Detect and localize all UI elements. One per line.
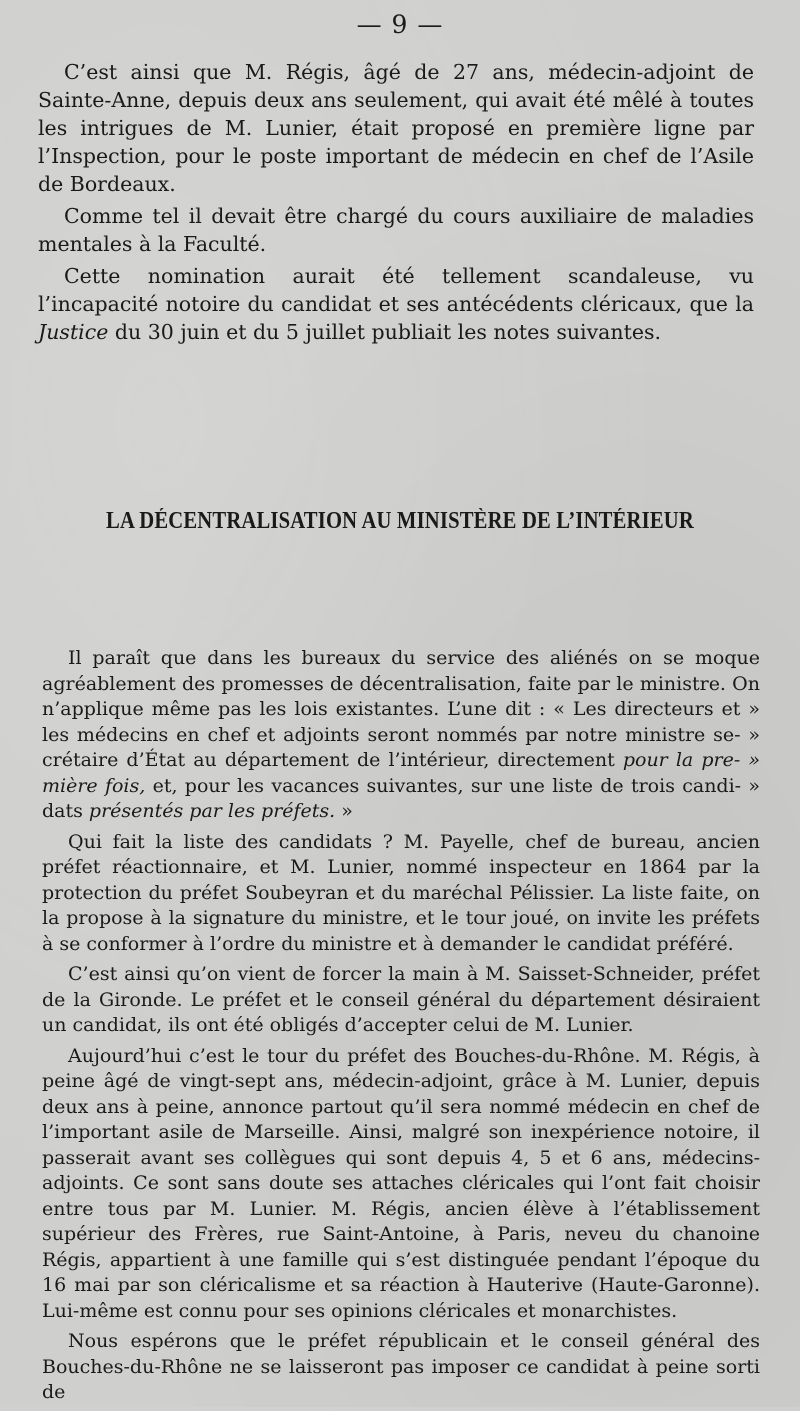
p1-italic-premiere-fois: pour la pre- » mière fois, [42, 749, 760, 797]
p1-italic-prefets: présentés par les préfets. [88, 800, 336, 822]
paragraph-nomination [38, 262, 754, 346]
upper-text-block [38, 58, 754, 350]
p1-part-b: et, pour les vacances suivantes, sur une liste de trois candi- » dats [42, 774, 760, 822]
paragraph-liste-candidats: Qui fait la liste des candidats ? M. Payelle, chef de bureau, ancien préfet réactionnaire, et M. Lunier, nommé inspecteur en 1864 par la protection du préfet Soubeyran et du maréchal Pélissier. La liste faite, on la propose à la signature du ministre, et le tour joué, on invite les préfets à se conformer à l’ordre du ministre et à demander le candidat préféré. [42, 830, 760, 955]
paragraph-esperons: Nous espérons que le préfet républicain et le conseil général des Bouches-du-Rhône ne se laisseront pas imposer ce candidat à peine sorti de [42, 1330, 760, 1403]
paragraph-bouches-du-rhone: Aujourd’hui c’est le tour du préfet des Bouches-du-Rhône. M. Régis, à peine âgé de vingt-sept ans, médecin-adjoint, grâce à M. Lunier, depuis deux ans à peine, annonce partout qu’il sera nommé médecin en chef de l’important asile de Marseille. Ainsi, malgré son inexpérience notoire, il passerait avant ses collègues qui sont depuis 4, 5 et 6 ans, médecins-adjoints. Ce sont sans doute ses attaches cléricales qui l’ont fait choisir entre tous par M. Lunier. M. Régis, ancien élève à l’établissement supérieur des Frères, rue Saint-Antoine, à Paris, neveu du chanoine Régis, appartient à une famille qui s’est distinguée pendant l’époque du 16 mai par son cléricalisme et sa réaction à Hauterive (Haute-Garonne). Lui-même est connu pour ses opinions cléricales et monarchistes. [42, 1044, 760, 1322]
p1-part-c: » [335, 800, 353, 822]
paragraph-nomination-text: Cette nomination aurait été tellement scandaleuse, vu l’incapacité notoire du candidat et ses antécédents cléricaux, que la [38, 264, 754, 316]
paragraph-regis-bordeaux: C’est ainsi que M. Régis, âgé de 27 ans, médecin-adjoint de Sainte-Anne, depuis deux ans seulement, qui avait été mêlé à toutes les intrigues de M. Lunier, était proposé en première ligne par l’Inspection, pour le poste important de médecin en chef de l’Asile de Bordeaux. [38, 60, 754, 196]
newspaper-title-justice: Justice [38, 320, 109, 344]
page-number: — 9 — [356, 10, 444, 39]
section-heading: LA DÉCENTRALISATION AU MINISTÈRE DE L’INTÉRIEUR [106, 508, 694, 534]
paragraph-nomination-tail: du 30 juin et du 5 juillet publiait les notes suivantes. [108, 320, 662, 344]
paragraph-cours-auxiliaire: Comme tel il devait être chargé du cours auxiliaire de maladies mentales à la Faculté. [38, 204, 754, 256]
lower-text-block [42, 646, 760, 1411]
paragraph-gironde: C’est ainsi qu’on vient de forcer la main à M. Saisset-Schneider, préfet de la Gironde. Le préfet et le conseil général du département désiraient un candidat, ils ont été obligés d’accepter celui de M. Lunier. [42, 963, 760, 1036]
paragraph-decentralisation [42, 646, 760, 825]
p1-part-a: Il paraît que dans les bureaux du service des aliénés on se moque agréablement des promesses de décentralisation, faite par le ministre. On n’applique même pas les lois existantes. L’une dit : « Les directeurs et » les médecins en chef et adjoints seront nommés par notre ministre se- » crétaire d’État au département de l’intérieur, directement [42, 647, 760, 771]
